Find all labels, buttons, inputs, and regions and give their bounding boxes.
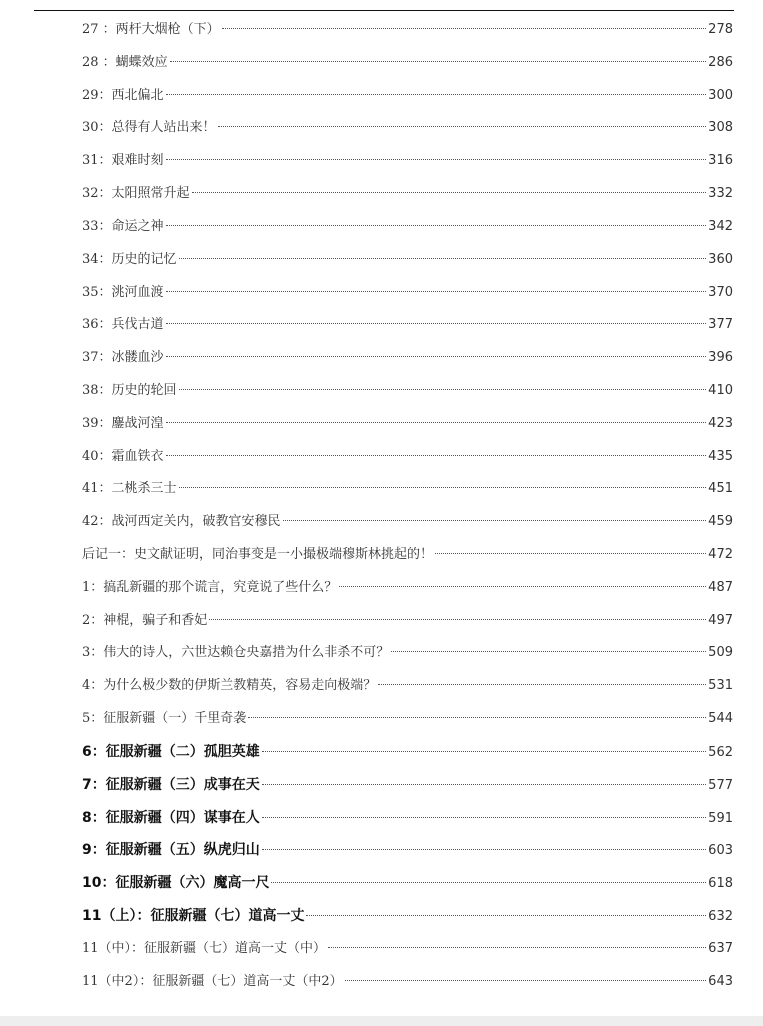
toc-entry-title: 6：征服新疆（二）孤胆英雄 bbox=[82, 743, 260, 760]
toc-entry[interactable] bbox=[82, 80, 733, 113]
toc-entry-title: 34：历史的记忆 bbox=[82, 251, 177, 267]
toc-leader bbox=[192, 192, 707, 193]
viewer-bottom-bar bbox=[0, 1016, 763, 1026]
toc-entry-title: 39：鏖战河湟 bbox=[82, 415, 164, 431]
toc-entry-page: 591 bbox=[708, 810, 733, 826]
toc-entry-page: 487 bbox=[708, 579, 733, 595]
toc-entry-title: 36：兵伐古道 bbox=[82, 317, 164, 333]
toc-leader bbox=[339, 586, 706, 587]
toc-entry[interactable] bbox=[82, 441, 733, 474]
toc-entry-title: 42：战河西定关内，破教官安穆民 bbox=[82, 514, 281, 530]
table-of-contents bbox=[82, 14, 733, 998]
toc-entry[interactable] bbox=[82, 605, 733, 638]
toc-entry-page: 509 bbox=[708, 645, 733, 661]
toc-entry[interactable] bbox=[82, 309, 733, 342]
toc-entry[interactable] bbox=[82, 47, 733, 80]
toc-entry-title: 29：西北偏北 bbox=[82, 87, 164, 103]
toc-entry-title: 31：艰难时刻 bbox=[82, 153, 164, 169]
toc-entry-title: 8：征服新疆（四）谋事在人 bbox=[82, 809, 260, 826]
toc-entry[interactable] bbox=[82, 736, 733, 769]
toc-entry[interactable] bbox=[82, 277, 733, 310]
toc-entry[interactable] bbox=[82, 408, 733, 441]
toc-leader bbox=[209, 619, 706, 620]
toc-entry-title: 1：搞乱新疆的那个谎言，究竟说了些什么？ bbox=[82, 579, 338, 595]
toc-entry[interactable] bbox=[82, 211, 733, 244]
toc-entry-title: 4：为什么极少数的伊斯兰教精英，容易走向极端？ bbox=[82, 678, 377, 694]
toc-entry-title: 30：总得有人站出来！ bbox=[82, 120, 216, 136]
toc-leader bbox=[222, 28, 706, 29]
toc-leader bbox=[306, 915, 706, 916]
toc-entry-title: 41：二桃杀三士 bbox=[82, 481, 177, 497]
toc-entry[interactable] bbox=[82, 14, 733, 47]
toc-leader bbox=[262, 849, 706, 850]
toc-leader bbox=[391, 651, 706, 652]
toc-leader bbox=[283, 520, 707, 521]
toc-entry-page: 423 bbox=[708, 415, 733, 431]
toc-entry-page: 451 bbox=[708, 481, 733, 497]
toc-entry[interactable] bbox=[82, 769, 733, 802]
toc-entry[interactable] bbox=[82, 342, 733, 375]
toc-leader bbox=[248, 717, 706, 718]
toc-entry-title: 40：霜血铁衣 bbox=[82, 448, 164, 464]
toc-leader bbox=[262, 784, 706, 785]
toc-entry-title: 38：历史的轮回 bbox=[82, 382, 177, 398]
toc-entry-title: 11（中）：征服新疆（七）道高一丈（中） bbox=[82, 940, 327, 956]
toc-entry-title: 37：冰髅血沙 bbox=[82, 350, 164, 366]
toc-entry[interactable] bbox=[82, 506, 733, 539]
toc-leader bbox=[271, 882, 706, 883]
toc-entry[interactable] bbox=[82, 473, 733, 506]
toc-entry-page: 632 bbox=[708, 908, 733, 924]
toc-entry-page: 396 bbox=[708, 350, 733, 366]
toc-entry-page: 342 bbox=[708, 218, 733, 234]
toc-entry[interactable] bbox=[82, 178, 733, 211]
toc-entry-page: 360 bbox=[708, 251, 733, 267]
toc-entry[interactable] bbox=[82, 145, 733, 178]
toc-leader bbox=[166, 225, 707, 226]
toc-entry-title: 10：征服新疆（六）魔高一尺 bbox=[82, 875, 270, 892]
toc-entry-page: 459 bbox=[708, 514, 733, 530]
toc-leader bbox=[179, 487, 707, 488]
toc-entry-page: 531 bbox=[708, 678, 733, 694]
toc-leader bbox=[179, 258, 707, 259]
toc-entry-page: 300 bbox=[708, 87, 733, 103]
toc-entry-title: 33：命运之神 bbox=[82, 218, 164, 234]
toc-entry-page: 618 bbox=[708, 876, 733, 892]
toc-leader bbox=[166, 94, 707, 95]
toc-entry-page: 544 bbox=[708, 711, 733, 727]
toc-entry-page: 332 bbox=[708, 186, 733, 202]
toc-entry[interactable] bbox=[82, 112, 733, 145]
toc-entry[interactable] bbox=[82, 834, 733, 867]
toc-entry-page: 472 bbox=[708, 547, 733, 562]
toc-entry[interactable] bbox=[82, 670, 733, 703]
toc-leader bbox=[166, 455, 707, 456]
toc-entry-title: 后记一：史文献证明，同治事变是一小撮极端穆斯林挑起的！ bbox=[82, 547, 434, 562]
toc-entry-title: 7：征服新疆（三）成事在天 bbox=[82, 776, 260, 793]
toc-entry[interactable] bbox=[82, 966, 733, 999]
toc-leader bbox=[166, 159, 707, 160]
toc-leader bbox=[328, 947, 706, 948]
toc-entry-title: 9：征服新疆（五）纵虎归山 bbox=[82, 842, 260, 859]
toc-entry-page: 435 bbox=[708, 448, 733, 464]
toc-entry-title: 5：征服新疆（一）千里奇袭 bbox=[82, 711, 247, 727]
toc-entry[interactable] bbox=[82, 375, 733, 408]
toc-entry-page: 643 bbox=[708, 973, 733, 989]
toc-entry-page: 377 bbox=[708, 317, 733, 333]
toc-entry-page: 410 bbox=[708, 382, 733, 398]
toc-entry-page: 497 bbox=[708, 612, 733, 628]
toc-entry[interactable] bbox=[82, 572, 733, 605]
toc-entry[interactable] bbox=[82, 539, 733, 572]
toc-entry[interactable] bbox=[82, 244, 733, 277]
toc-leader bbox=[170, 61, 706, 62]
toc-leader bbox=[435, 553, 706, 554]
toc-entry-title: 28 ：蝴蝶效应 bbox=[82, 54, 168, 70]
toc-entry-title: 35：洮河血渡 bbox=[82, 284, 164, 300]
toc-leader bbox=[166, 323, 707, 324]
toc-entry[interactable] bbox=[82, 900, 733, 933]
toc-entry-page: 308 bbox=[708, 120, 733, 136]
toc-leader bbox=[262, 817, 706, 818]
toc-leader bbox=[166, 422, 707, 423]
toc-entry-title: 11（上）：征服新疆（七）道高一丈 bbox=[82, 907, 305, 924]
toc-leader bbox=[179, 389, 707, 390]
toc-leader bbox=[262, 751, 706, 752]
toc-leader bbox=[378, 684, 706, 685]
toc-leader bbox=[166, 291, 707, 292]
toc-entry-page: 603 bbox=[708, 843, 733, 859]
toc-entry[interactable] bbox=[82, 703, 733, 736]
toc-leader bbox=[166, 356, 707, 357]
toc-entry-page: 278 bbox=[708, 22, 733, 37]
toc-entry-page: 577 bbox=[708, 777, 733, 793]
toc-entry-title: 32：太阳照常升起 bbox=[82, 186, 190, 202]
toc-entry-title: 11（中2）：征服新疆（七）道高一丈（中2） bbox=[82, 973, 343, 989]
toc-entry-title: 2：神棍，骗子和香妃 bbox=[82, 612, 208, 628]
toc-entry[interactable] bbox=[82, 802, 733, 835]
toc-entry-page: 370 bbox=[708, 284, 733, 300]
toc-leader bbox=[218, 126, 707, 127]
toc-entry-page: 286 bbox=[708, 54, 733, 70]
top-rule bbox=[34, 10, 734, 11]
toc-entry-page: 637 bbox=[708, 940, 733, 956]
toc-entry[interactable] bbox=[82, 637, 733, 670]
toc-entry-title: 3：伟大的诗人，六世达赖仓央嘉措为什么非杀不可？ bbox=[82, 645, 390, 661]
toc-leader bbox=[345, 980, 707, 981]
toc-entry[interactable] bbox=[82, 867, 733, 900]
toc-entry-page: 316 bbox=[708, 153, 733, 169]
toc-entry-title: 27 ：两杆大烟枪（下） bbox=[82, 22, 220, 37]
toc-entry[interactable] bbox=[82, 933, 733, 966]
toc-entry-page: 562 bbox=[708, 744, 733, 760]
